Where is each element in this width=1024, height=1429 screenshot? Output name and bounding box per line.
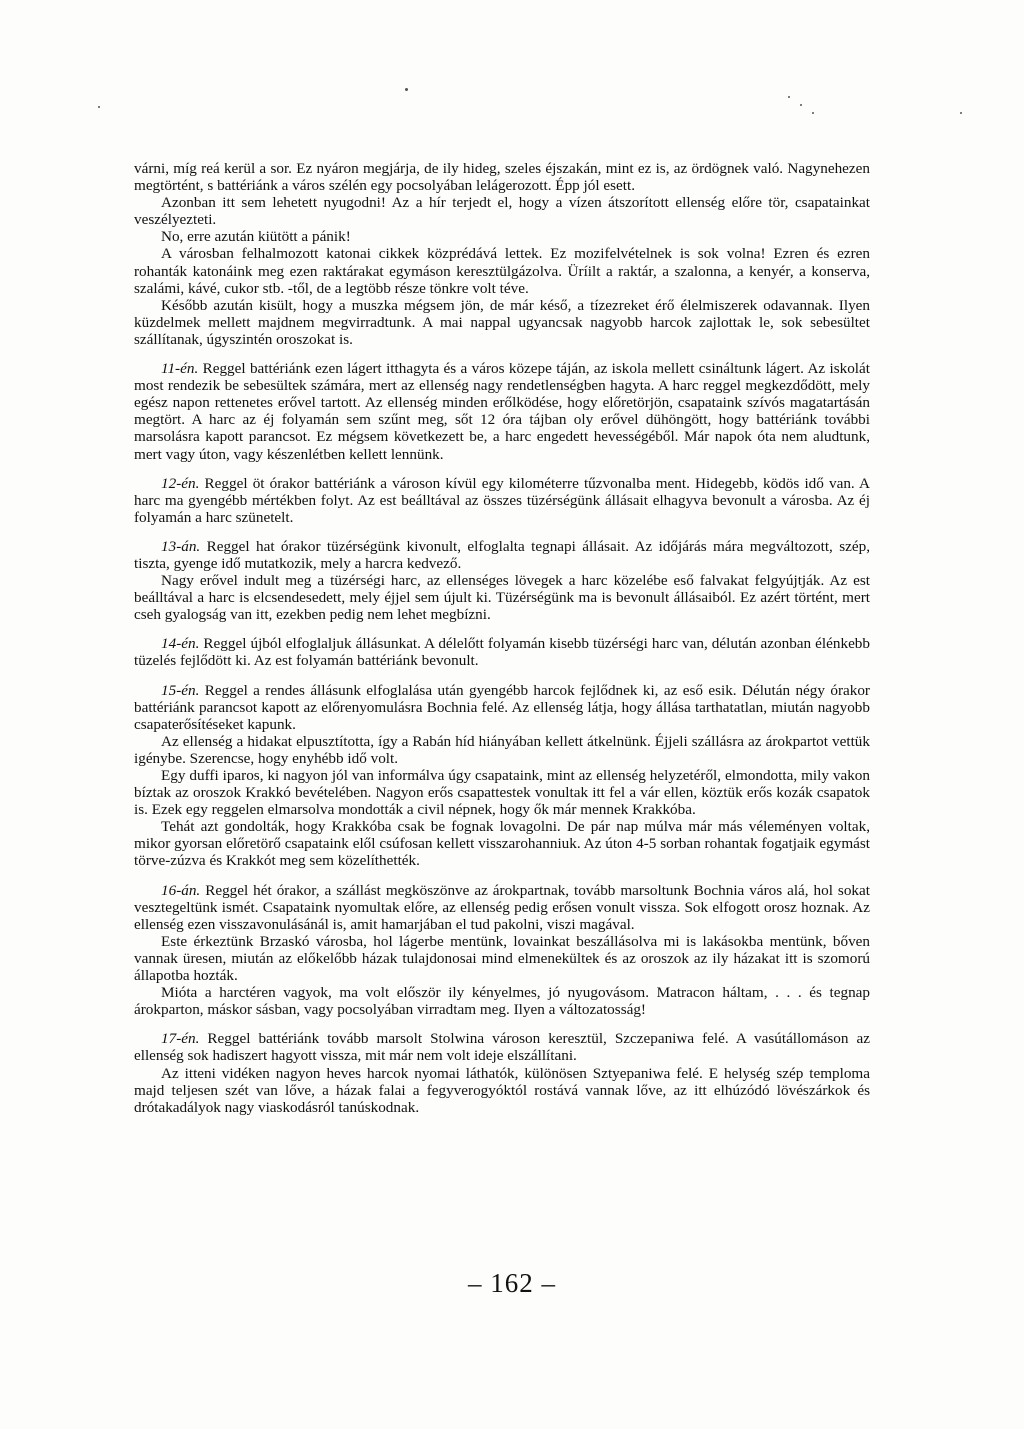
diary-entry bbox=[134, 882, 870, 933]
paragraph: Nagy erővel indult meg a tüzérségi harc, az ellenséges lövegek a harc közelébe eső falvakat felgyújtják. Az est beálltával a harc is elcsendesedett, mely éjjel sem újult ki. Tüzérségünk ma is bevonult állásaiból. Ez azért történt, mert cseh gyalogság van itt, ezekben pedig nem lehet megbízni. bbox=[134, 572, 870, 624]
entry-text: Reggel öt órakor battériánk a városon kívül egy kilométerre tűzvonalba ment. Hidegebb, ködös idő van. A harc ma gyengébb mértékben folyt. Az est beálltával az összes tüzérségünk állásait elhagyva bevonult a városba. Az éj folyamán a harc szünetelt. bbox=[134, 474, 870, 526]
entry-date: 14-én. bbox=[161, 635, 200, 653]
scan-speck bbox=[960, 112, 962, 114]
paragraph: Mióta a harctéren vagyok, ma volt először ily kényelmes, jó nyugovásom. Matracon háltam, . . . és tegnap árokparton, máskor sásban, vagy pocsolyában virradtam meg. Ilyen a változatosság! bbox=[134, 984, 870, 1019]
entry-text: Reggel a rendes állásunk elfoglalása után gyengébb harcok fejlődnek ki, az eső esik. Délután négy órakor battériánk parancsot kapott az előrenyomulásra Bochnia felé. Az ellenség látja, hogy állása tarthatatlan, miután nagyobb csapaterősítéseket kapunk. bbox=[134, 681, 870, 733]
entry-date: 15-én. bbox=[161, 681, 200, 699]
scan-speck bbox=[405, 88, 408, 91]
entry-date: 16-án. bbox=[161, 881, 201, 899]
entry-text: Reggel battériánk tovább marsolt Stolwina városon keresztül, Szczepaniwa felé. A vasútállomáson az ellenség sok hadiszert hagyott vissza, mit már nem volt ideje elszállítani. bbox=[134, 1030, 870, 1065]
paragraph: Este érkeztünk Brzaskó városba, hol lágerbe mentünk, lovainkat beszállásolva mi is lakásokba mentünk, bőven vannak üresen, miután az előkelőbb házak tulajdonosai mind elmenekültek és az oroszok az ily házakat itt is szomorú állapotba hozták. bbox=[134, 932, 870, 985]
entry-text: Reggel battériánk ezen lágert itthagyta és a város közepe táján, az iskola mellett csináltunk lágert. Az iskolát most rendezik be sebesültek számára, mert az ellenség nagy rendetlenségben hagyta. A harc reggel megkezdődött, mely egész napon rettenetes erővel tartott. Az ellenség minden erőlködése, hogy előretörjön, csapataink szívós magatartásán megtört. A harc az éj folyamán sem szűnt meg, sőt 12 óra tájban oly erővel dühöngött, hogy battériánk további marsolásra kapott parancsot. Ez mégsem következett be, a harc engedett hevességéből. Már napok óta nem aludtunk, mert vagy úton, vagy készenlétben kellett lennünk. bbox=[134, 360, 870, 463]
entry-text: Reggel újból elfoglaljuk állásunkat. A délelőtt folyamán kisebb tüzérségi harc van, délután azonban élénkebb tüzelés fejlődött ki. Az est folyamán battériánk bevonult. bbox=[134, 635, 870, 670]
diary-entry bbox=[134, 360, 870, 463]
diary-entry bbox=[134, 1030, 870, 1064]
paragraph: A városban felhalmozott katonai cikkek közprédává lettek. Ez mozifelvételnek is sok volna! Ezren és ezren rohanták katonáink meg ezen raktárakat egymáson keresztülgázolva. Üríilt a raktár, a szalonna, a kenyér, a konserva, szalámi, kávé, cukor stb. -től, de a legtöbb része tönkre volt téve. bbox=[134, 245, 870, 297]
scan-speck bbox=[98, 106, 100, 108]
diary-entry bbox=[134, 475, 870, 526]
paragraph: várni, míg reá kerül a sor. Ez nyáron megjárja, de ily hideg, szeles éjszakán, mint ez is, az ördögnek való. Nagynehezen megtörtént, s battériánk a város szélén egy pocsolyában lelágerozott. Épp jól esett. bbox=[134, 160, 870, 195]
paragraph: Azonban itt sem lehetett nyugodni! Az a hír terjedt el, hogy a vízen átszorított ellenség előre tör, csapatainkat veszélyezteti. bbox=[134, 194, 870, 229]
scan-speck bbox=[800, 104, 802, 106]
paragraph: No, erre azután kiütött a pánik! bbox=[161, 228, 351, 246]
body-text bbox=[134, 160, 870, 1116]
entry-date: 12-én. bbox=[161, 474, 200, 492]
scan-speck bbox=[788, 96, 790, 98]
paragraph: Egy duffi iparos, ki nagyon jól van informálva úgy csapataink, mint az ellenség helyzetéről, elmondotta, mily vakon bíztak az oroszok Krakkó bevételében. Nagyon erős csapattestek vonultak itt fel a vár ellen, köztük erős kozák csapatok is. Ezek egy reggelen elmarsolva mondották a civil népnek, hogy ők már mennek Krakkóba. bbox=[134, 767, 870, 819]
entry-date: 13-án. bbox=[161, 537, 201, 555]
paragraph: Később azután kisült, hogy a muszka mégsem jön, de már késő, a tízezreket érő élelmiszerek odavannak. Ilyen küzdelmek mellett majdnem megvirradtunk. A mai nappal ugyancsak nagyobb harcok zajlottak le, sok sebesültet szállítanak, úgyszintén oroszokat is. bbox=[134, 296, 870, 348]
paragraph: Tehát azt gondolták, hogy Krakkóba csak be fognak lovagolni. De pár nap múlva már más véleményen voltak, mikor gyorsan előretörő csapataink elől csúfosan kellett visszarohanniuk. Az úton 4-5 sorban rohantak fogatjaik egymást törve-zúzva és Krakkót meg sem közelíthették. bbox=[134, 818, 870, 870]
scan-speck bbox=[812, 112, 814, 114]
entry-text: Reggel hét órakor, a szállást megköszönve az árokpartnak, tovább marsoltunk Bochnia város alá, hol sokat vesztegeltünk ismét. Csapataink nyomultak előre, az ellenség pedig erősen vonult vissza. Sok elfogott orosz hoznak. Az ellenség ezen visszavonulásánál is, amit hamarjában el tud pakolni, viszi magával. bbox=[134, 881, 870, 933]
paragraph: Az itteni vidéken nagyon heves harcok nyomai láthatók, különösen Sztyepaniwa felé. E helység szép temploma majd teljesen szét van lőve, a házak falai a fegyverogyóktól rostává vannak lőve, az itt elhúzódó lövészárkok és drótakadályok nagy viaskodásról tanúskodnak. bbox=[134, 1064, 870, 1116]
entry-date: 11-én. bbox=[161, 360, 199, 378]
diary-entry bbox=[134, 538, 870, 572]
entry-text: Reggel hat órakor tüzérségünk kivonult, elfoglalta tegnapi állásait. Az időjárás mára megváltozott, szép, tiszta, gyenge idő mutatkozik, mely a harcra kedvező. bbox=[134, 537, 870, 572]
diary-entry bbox=[134, 635, 870, 669]
diary-entry bbox=[134, 682, 870, 733]
page-number: – 162 – bbox=[468, 1268, 556, 1298]
paragraph: Az ellenség a hidakat elpusztította, így a Rabán híd hiányában kellett átkelnünk. Éjjeli szállásra az árokpartot vettük igénybe. Szerencse, hogy enyhébb idő volt. bbox=[134, 732, 870, 767]
entry-date: 17-én. bbox=[161, 1030, 200, 1048]
